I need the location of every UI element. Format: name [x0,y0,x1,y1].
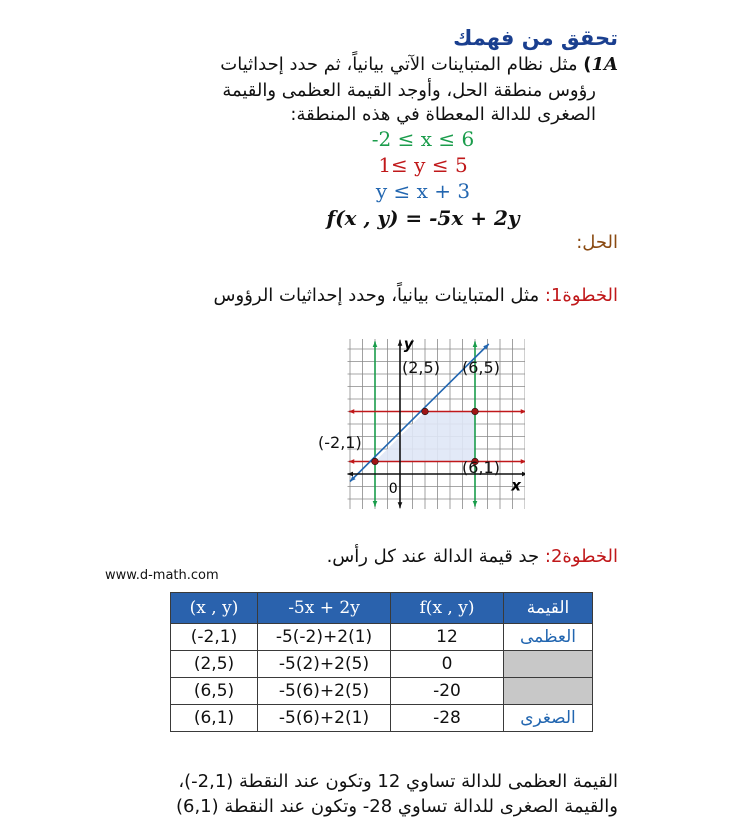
step2-text: جد قيمة الدالة عند كل رأس. [326,546,540,567]
cell-point: (-2,1) [171,624,258,651]
cell-expression: -5(6)+2(1) [258,705,391,732]
step1-label: الخطوة1: [544,285,618,306]
inequality-line: y ≤ x + 3 [375,179,471,203]
vertex-point [472,408,479,415]
table-row [171,624,593,651]
solution-label: الحل: [576,232,618,253]
step2 [327,546,618,567]
boundary-x-min-arrow [373,501,378,507]
boundary-y-min-arrow [521,459,525,464]
cell-point: (6,1) [171,705,258,732]
vertex-point [372,458,379,465]
cell-expression: -5(6)+2(5) [258,678,391,705]
y-axis-arrow [398,340,403,346]
vertex-label-b: (2,5) [402,358,440,377]
cell-point: (2,5) [171,651,258,678]
conclusion-line-1: القيمة العظمى للدالة تساوي 12 وتكون عند النقطة (2,1-)، [178,771,618,792]
y-axis-arrow [398,502,403,508]
cell-extreme [504,678,593,705]
table-row [171,678,593,705]
question-line-2: رؤوس منطقة الحل، وأوجد القيمة العظمى والقيمة [222,80,596,101]
objective-function: f(x , y) = -5x + 2y [326,206,520,230]
inequality-x-range: -2 ≤ x ≤ 6 [371,127,475,151]
col-header-value: القيمة [504,593,593,624]
boundary-y-max-arrow [521,409,525,414]
table-row [171,651,593,678]
cell-expression: -5(2)+2(5) [258,651,391,678]
cell-expression: -5(-2)+2(1) [258,624,391,651]
vertex-label-a: (-2,1) [318,433,362,452]
question-number: 1A [591,54,618,75]
boundary-x-min-arrow [373,342,378,348]
x-axis-arrow [522,472,525,477]
step1-text: مثل المتباينات بيانياً، وحدد إحداثيات الرؤوس [213,285,540,306]
x-axis-label: x [511,476,521,495]
vertex-values-table [170,592,593,732]
vertex-label-d: (6,1) [462,458,500,477]
y-axis-label: y [403,335,414,353]
step1 [214,285,618,306]
cell-result: 12 [391,624,504,651]
conclusion-line-2: والقيمة الصغرى للدالة تساوي 28- وتكون عند النقطة (6,1) [175,796,618,817]
inequality-y-range: 1≤ y ≤ 5 [378,153,468,177]
cell-extreme: الصغرى [504,705,593,732]
boundary-y-min-arrow [349,459,355,464]
website-url: www.d-math.com [105,568,219,583]
step2-label: الخطوة2: [544,546,618,567]
section-heading: تحقق من فهمك [453,26,618,50]
vertex-point [422,408,429,415]
boundary-x-max-arrow [473,342,478,348]
boundary-y-max-arrow [349,409,355,414]
boundary-x-max-arrow [473,501,478,507]
col-header-expression: -5x + 2y [258,593,391,624]
vertex-label-c: (6,5) [462,358,500,377]
cell-extreme: العظمى [504,624,593,651]
origin-label: 0 [388,480,398,497]
inequality-graph [345,322,525,514]
cell-point: (6,5) [171,678,258,705]
table-row [171,705,593,732]
cell-result: -28 [391,705,504,732]
cell-result: 0 [391,651,504,678]
col-header-function: f(x , y) [391,593,504,624]
col-header-point: (x , y) [171,593,258,624]
question-text-1: مثل نظام المتباينات الآتي بيانياً، ثم حدد إحداثيات [220,54,578,75]
table-header-row [171,593,593,624]
cell-extreme [504,651,593,678]
question-line-1: 1A) مثل نظام المتباينات الآتي بيانياً، ثم حدد إحداثيات [220,54,618,75]
cell-result: -20 [391,678,504,705]
question-line-3: الصغرى للدالة المعطاة في هذه المنطقة: [290,104,596,125]
